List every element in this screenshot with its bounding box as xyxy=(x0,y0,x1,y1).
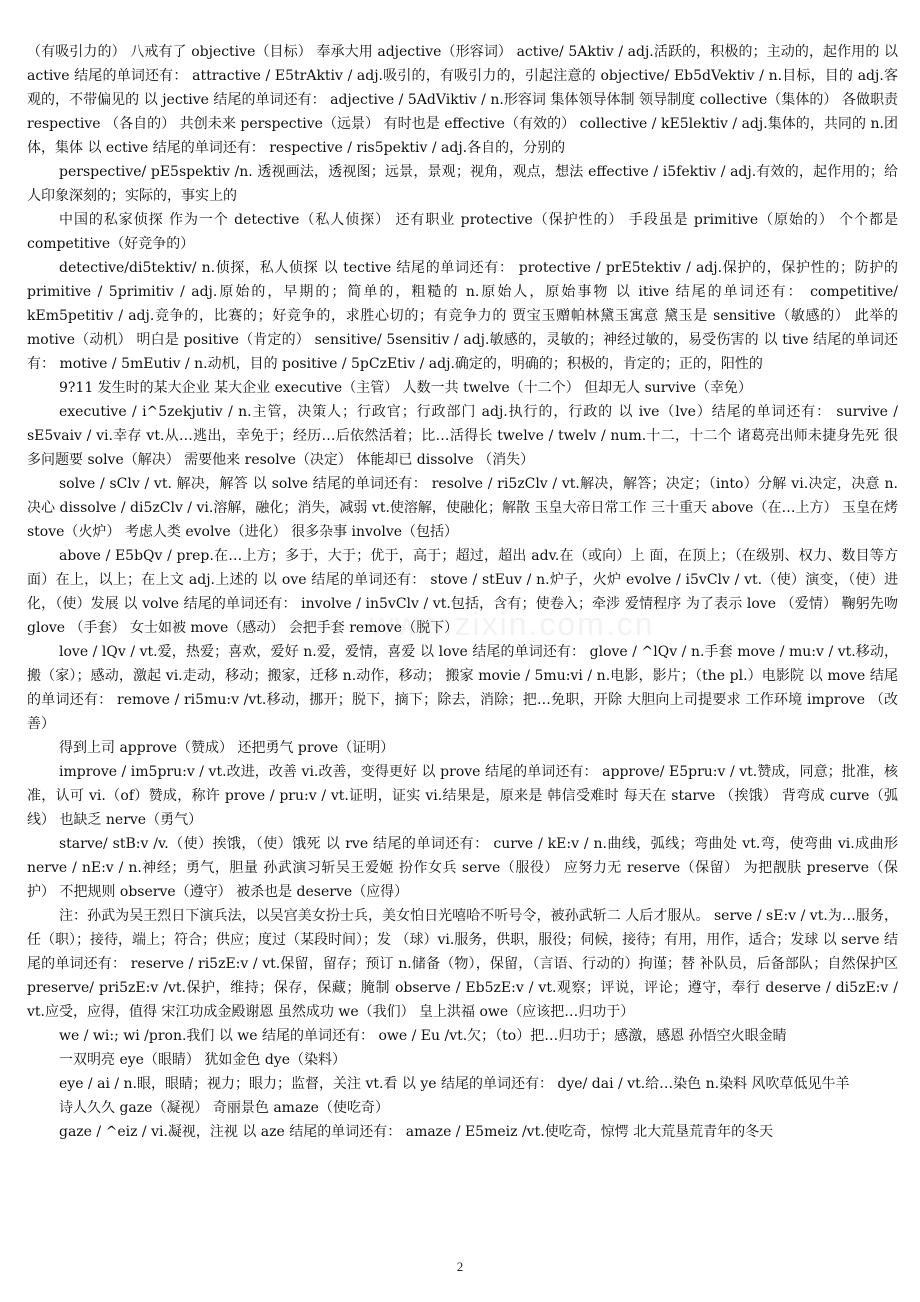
paragraph: perspective/ pE5spektiv /n. 透视画法，透视图；远景，景观；视角，观点，想法 effective / i5fektiv / adj.有效的，起作用的；给人印象深刻的；实际的，事实上的 xyxy=(27,164,898,204)
paragraph: detective/di5tektiv/ n.侦探，私人侦探 以 tective 结尾的单词还有： protective / prE5tektiv / adj.保护的，保护性的；防护的 primitive / 5primitiv / adj.原始的，早期的；简单的，粗糙的 n.原始人，原始事物 以 itive 结尾的单词还有： competitive/ kEm5petitiv / adj.竞争的，比赛的；好竞争的，求胜心切的；有竞争力的 贾宝玉赠帕林黛玉寓意 黛玉是 sensitive（敏感的） 此举的 motive（动机） 明白是 positive（肯定的） sensitive/ 5sensitiv / adj.敏感的，灵敏的；神经过敏的，易受伤害的 以 tive 结尾的单词还有： motive / 5mEutiv / n.动机，目的 positive / 5pCzEtiv / adj.确定的，明确的；积极的，肯定的；正的，阳性的 xyxy=(27,260,898,372)
paragraph: 得到上司 approve（赞成） 还把勇气 prove（证明） xyxy=(59,740,395,756)
paragraph: gaze / ^eiz / vi.凝视，注视 以 aze 结尾的单词还有： amaze / E5meiz /vt.使吃奇，惊愕 北大荒垦荒青年的冬天 xyxy=(59,1124,774,1140)
paragraph: solve / sClv / vt. 解决，解答 以 solve 结尾的单词还有： resolve / ri5zClv / vt.解决，解答；决定；（into）分解 vi.决定，决意 n.决心 dissolve / di5zClv / vi.溶解，融化；消失，减弱 vt.使溶解，使融化；解散 玉皇大帝日常工作 三十重天 above（在…上方） 玉皇在烤 stove（火炉） 考虑人类 evolve（进化） 很多杂事 involve（包括） xyxy=(27,476,898,540)
paragraph: improve / im5pru:v / vt.改进，改善 vi.改善，变得更好 以 prove 结尾的单词还有： approve/ E5pru:v / vt.赞成，同意；批准，核准，认可 vi.（of）赞成，称许 prove / pru:v / vt.证明，证实 vi.结果是，原来是 韩信受难时 每天在 starve （挨饿） 背弯成 curve（弧线） 也缺乏 nerve（勇气） xyxy=(27,764,898,828)
paragraph: above / E5bQv / prep.在…上方；多于，大于；优于，高于；超过，超出 adv.在（或向）上 面，在顶上；（在级别、权力、数目等方面）在上，以上；在上文 adj.上述的 以 ove 结尾的单词还有： stove / stEuv / n.炉子，火炉 evolve / i5vClv / vt.（使）演变，（使）进化，（使）发展 以 volve 结尾的单词还有： involve / in5vClv / vt.包括，含有；使卷入；牵涉 爱情程序 为了表示 love （爱情） 鞠躬先吻 glove （手套） 女士如被 move（感动） 会把手套 remove（脱下） xyxy=(27,548,898,636)
paragraph: love / lQv / vt.爱，热爱；喜欢，爱好 n.爱，爱情，喜爱 以 love 结尾的单词还有： glove / ^lQv / n.手套 move / mu:v / vt.移动，搬（家）；感动，激起 vi.走动，移动；搬家，迁移 n.动作，移动； 搬家 movie / 5mu:vi / n.电影，影片；（the pl.）电影院 以 move 结尾的单词还有： remove / ri5mu:v /vt.移动，挪开；脱下，摘下；除去，消除；把…免职，开除 大胆向上司提要求 工作环境 improve （改善） xyxy=(27,644,898,732)
paragraph: eye / ai / n.眼，眼睛；视力；眼力；监督，关注 vt.看 以 ye 结尾的单词还有： dye/ dai / vt.给…染色 n.染料 风吹草低见牛羊 xyxy=(59,1076,850,1092)
paragraph: 9?11 发生时的某大企业 某大企业 executive（主管） 人数一共 twelve（十二个） 但却无人 survive（幸免） xyxy=(59,380,753,396)
paragraph: （有吸引力的） 八戒有了 objective（目标） 奉承大用 adjective（形容词） active/ 5Aktiv / adj.活跃的，积极的；主动的，起作用的 以 active 结尾的单词还有： attractive / E5trAktiv / adj.吸引的，有吸引力的，引起注意的 objective/ Eb5dVektiv / n.目标，目的 adj.客观的，不带偏见的 以 jective 结尾的单词还有： adjective / 5AdViktiv / n.形容词 集体领导体制 领导制度 collective（集体的） 各做职责 respective （各自的） 共创未来 perspective（远景） 有时也是 effective（有效的） collective / kE5lektiv / adj.集体的，共同的 n.团体，集体 以 ective 结尾的单词还有： respective / ris5pektiv / adj.各自的，分别的 xyxy=(27,44,898,156)
page-number: 2 xyxy=(456,1259,464,1274)
paragraph: executive / i^5zekjutiv / n.主管，决策人；行政官；行政部门 adj.执行的，行政的 以 ive（lve）结尾的单词还有： survive / sE5vaiv / vi.幸存 vt.从…逃出，幸免于；经历…后依然活着；比…活得长 twelve / twelv / num.十二，十二个 诸葛亮出师未捷身先死 很多问题要 solve（解决） 需要他来 resolve（决定） 体能却已 dissolve （消失） xyxy=(27,404,898,468)
document-body xyxy=(27,40,898,1144)
paragraph: 一双明亮 eye（眼睛） 犹如金色 dye（染料） xyxy=(59,1052,346,1068)
paragraph: 注：孙武为吴王烈日下演兵法，以吴宫美女扮士兵，美女怕日光嘻哈不听号令，被孙武斩二 人后才服从。 serve / sE:v / vt.为…服务，任（职）；接待，端上；符合；供应；度过（某段时间）；发 （球）vi.服务，供职，服役；伺候，接待；有用，用作，适合；发球 以 serve 结尾的单词还有： reserve / ri5zE:v / vt.保留，留存；预订 n.储备（物），保留，（言语、行动的）拘谨；替 补队员，后备部队；自然保护区 preserve/ pri5zE:v /vt.保护，维持；保存，保藏；腌制 observe / Eb5zE:v / vt.观察；评说，评论；遵守，奉行 deserve / di5zE:v / vt.应受，应得，值得 宋江功成金殿谢恩 虽然成功 we（我们） 皇上洪福 owe（应该把…归功于） xyxy=(27,908,898,1020)
watermark: www.zixin.com.cn xyxy=(370,606,655,642)
paragraph: we / wi:; wi /pron.我们 以 we 结尾的单词还有： owe / Eu /vt.欠；（to）把…归功于；感激，感恩 孙悟空火眼金睛 xyxy=(59,1028,787,1044)
paragraph: 诗人久久 gaze（凝视） 奇丽景色 amaze（使吃奇） xyxy=(59,1100,389,1116)
paragraph: 中国的私家侦探 作为一个 detective（私人侦探） 还有职业 protective（保护性的） 手段虽是 primitive（原始的） 个个都是 competitive（好竞争的） xyxy=(27,212,898,252)
paragraph: starve/ stB:v /v.（使）挨饿，（使）饿死 以 rve 结尾的单词还有： curve / kE:v / n.曲线，弧线；弯曲处 vt.弯，使弯曲 vi.成曲形 nerve / nE:v / n.神经；勇气，胆量 孙武演习斩吴王爱姬 扮作女兵 serve（服役） 应努力无 reserve（保留） 为把靓肤 preserve（保护） 不把规则 observe（遵守） 被杀也是 deserve（应得） xyxy=(27,836,898,900)
